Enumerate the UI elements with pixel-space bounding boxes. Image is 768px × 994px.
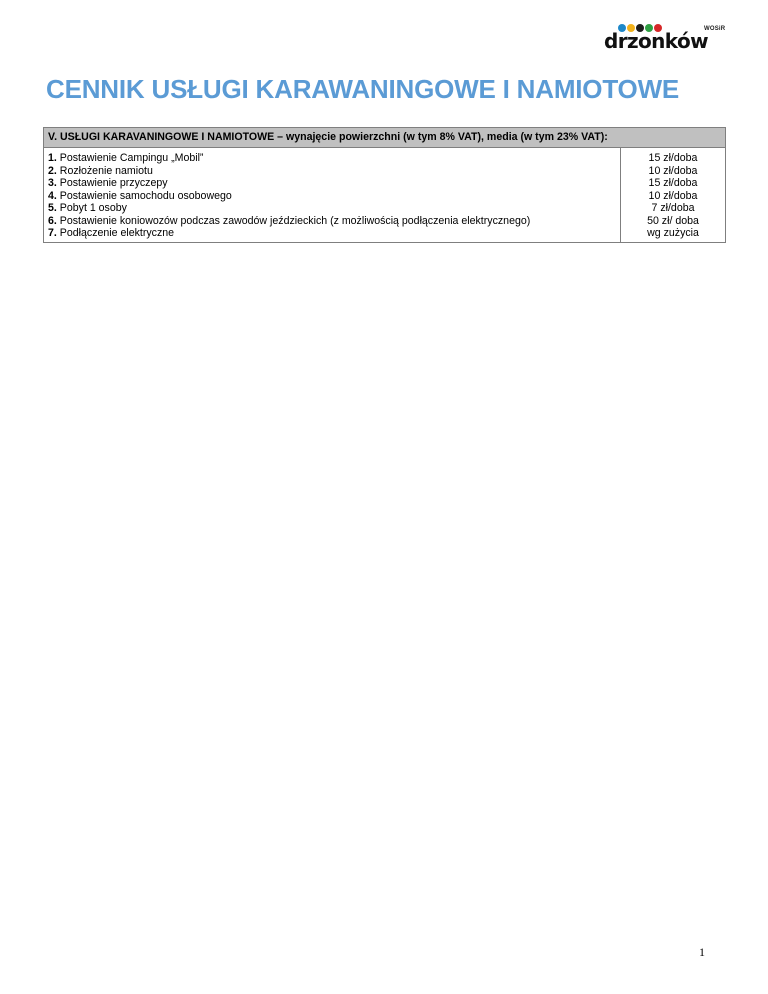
table-header: V. USŁUGI KARAVANINGOWE I NAMIOTOWE – wynajęcie powierzchni (w tym 8% VAT), media (w tym 23% VAT):: [44, 128, 726, 148]
service-label: Postawienie Campingu „Mobil”: [59, 152, 204, 164]
table-header-row: [44, 128, 726, 148]
service-label: Pobyt 1 osoby: [59, 202, 127, 214]
logo-subtext: WOSiR: [704, 26, 726, 32]
page-title: CENNIK USŁUGI KARAWANINGOWE I NAMIOTOWE: [46, 74, 680, 104]
service-price: 50 zł/ doba: [647, 214, 699, 227]
service-number: 5.: [48, 202, 57, 214]
service-item: [48, 165, 616, 178]
service-number: 6.: [48, 214, 57, 227]
service-label: Postawienie samochodu osobowego: [59, 189, 232, 202]
service-price: 10 zł/doba: [648, 164, 698, 177]
service-price: 15 zł/doba: [648, 152, 698, 164]
service-label: Rozłożenie namiotu: [59, 164, 153, 177]
logo-text: drzonków: [604, 29, 708, 53]
page-number: 1: [699, 945, 705, 959]
service-label: Podłączenie elektryczne: [59, 227, 175, 239]
service-number: 2.: [48, 164, 57, 177]
service-number: 4.: [48, 189, 57, 202]
service-number: 7.: [48, 227, 57, 239]
price-table: [43, 127, 726, 243]
service-item: [48, 152, 616, 165]
service-item: [48, 202, 616, 215]
service-price: 15 zł/doba: [648, 177, 698, 189]
service-label: Postawienie koniowozów podczas zawodów jeździeckich (z możliwością podłączenia elektrycznego): [59, 214, 531, 227]
prices-column: [621, 148, 726, 243]
service-price: 10 zł/doba: [648, 189, 698, 202]
services-column: [44, 148, 621, 243]
service-item: [48, 227, 616, 240]
table-body-row: [44, 148, 726, 243]
service-number: 1.: [48, 152, 57, 164]
logo: [604, 24, 724, 52]
service-item: [48, 177, 616, 190]
service-item: [48, 190, 616, 203]
service-price: wg zużycia: [647, 227, 699, 239]
service-label: Postawienie przyczepy: [59, 177, 168, 189]
service-number: 3.: [48, 177, 57, 189]
service-price: 7 zł/doba: [651, 202, 695, 214]
service-item: [48, 215, 616, 228]
